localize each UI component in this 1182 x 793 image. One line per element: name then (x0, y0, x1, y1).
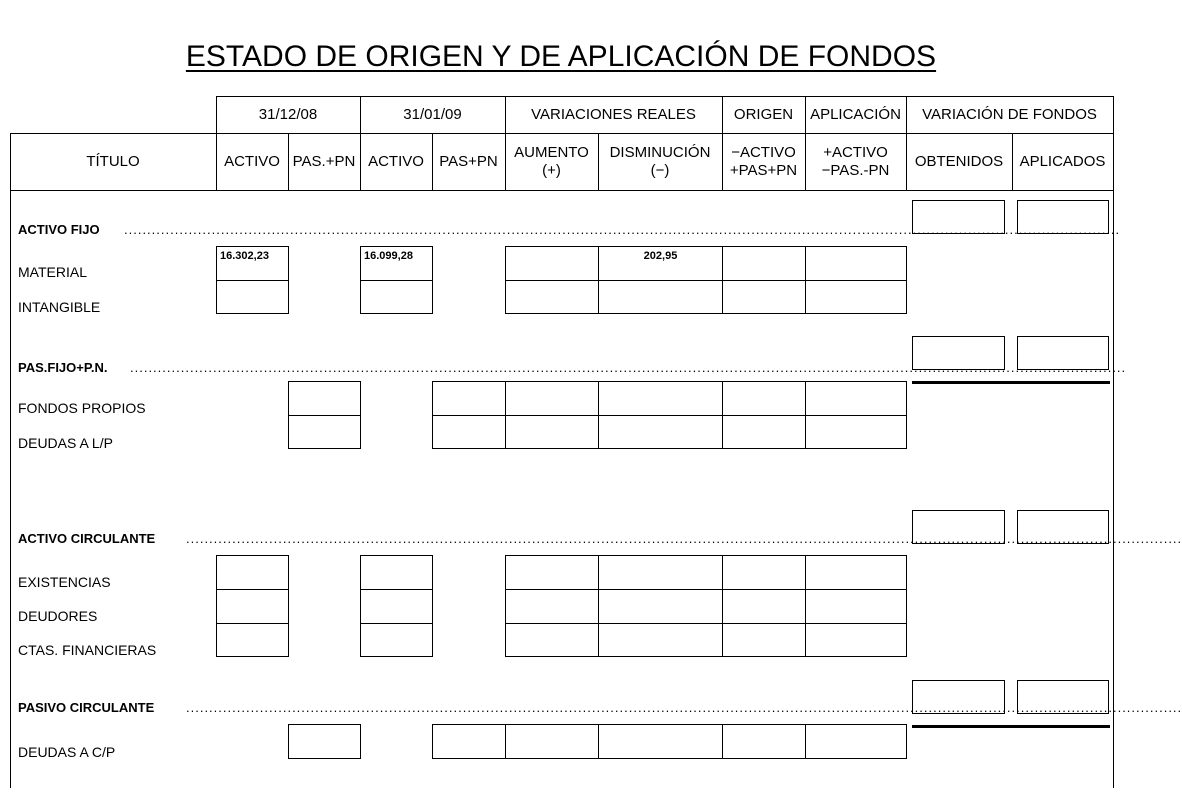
cell-material-aumento[interactable] (505, 246, 599, 281)
row-label-deudas-cp: DEUDAS A C/P (18, 744, 116, 760)
header-date-2: 31/01/09 (403, 105, 462, 123)
obtenidos-box-pasivo-circulante[interactable] (912, 680, 1005, 714)
header-obtenidos: OBTENIDOS (914, 152, 1004, 170)
cell-deudores-origen[interactable] (722, 589, 806, 624)
header-aumento-sign: (+) (542, 161, 561, 179)
cell-existencias-activo-0901[interactable] (360, 555, 433, 590)
header-variaciones: VARIACIONES REALES (531, 105, 696, 123)
cell-deudas-lp-disminucion[interactable] (598, 415, 723, 449)
section-leader-dots: ........................................................................................................................................................................................................................ (186, 531, 1182, 546)
cell-fondos-propios-pasivo-0812[interactable] (288, 381, 361, 416)
cell-material-origen[interactable] (722, 246, 806, 281)
cell-existencias-activo-0812[interactable] (216, 555, 289, 590)
cell-material-disminucion[interactable]: 202,95 (598, 246, 723, 281)
cell-material-activo-0901[interactable]: 16.099,28 (360, 246, 433, 281)
row-label-fondos-propios: FONDOS PROPIOS (18, 400, 146, 416)
cell-deudas-cp-pasivo-0812[interactable] (288, 724, 361, 759)
cell-deudas-cp-aumento[interactable] (505, 724, 599, 759)
cell-ctas-activo-0901[interactable] (360, 623, 433, 657)
cell-ctas-origen[interactable] (722, 623, 806, 657)
cell-deudores-aplicacion[interactable] (805, 589, 907, 624)
cell-deudas-lp-aumento[interactable] (505, 415, 599, 449)
header-aumento (505, 133, 598, 190)
aplicados-box-activo-circulante[interactable] (1017, 510, 1109, 544)
cell-deudas-lp-origen[interactable] (722, 415, 806, 449)
header-aplicacion-line-1: +ACTIVO (823, 144, 888, 162)
header-variacion-fondos: VARIACIÓN DE FONDOS (922, 105, 1097, 123)
row-label-ctas-financieras: CTAS. FINANCIERAS (18, 642, 157, 658)
header-activo-1: ACTIVO (224, 152, 280, 170)
header-aplicacion: APLICACIÓN (810, 105, 901, 123)
row-label-existencias: EXISTENCIAS (18, 574, 111, 590)
row-label-deudas-lp: DEUDAS A L/P (18, 435, 113, 451)
header-disminucion-sign: (−) (650, 161, 670, 179)
cell-existencias-aplicacion[interactable] (805, 555, 907, 590)
cell-deudores-disminucion[interactable] (598, 589, 723, 624)
row-label-deudores: DEUDORES (18, 608, 98, 624)
header-activo-2: ACTIVO (368, 152, 424, 170)
cell-deudas-lp-aplicacion[interactable] (805, 415, 907, 449)
header-paspn-2: PAS+PN (439, 152, 498, 170)
header-aplicacion-line-2: −PAS.-PN (821, 161, 890, 179)
page-title: ESTADO DE ORIGEN Y DE APLICACIÓN DE FONDOS (185, 40, 937, 73)
header-origen: ORIGEN (733, 105, 794, 123)
obtenidos-box-activo-circulante[interactable] (912, 510, 1005, 544)
cell-ctas-activo-0812[interactable] (216, 623, 289, 657)
section-activo-fijo: ACTIVO FIJO (18, 222, 100, 237)
cell-intangible-disminucion[interactable] (598, 280, 723, 314)
cell-existencias-aumento[interactable] (505, 555, 599, 590)
subtotal-line (912, 725, 1110, 728)
aplicados-box-activo-fijo[interactable] (1017, 200, 1109, 234)
cell-ctas-aumento[interactable] (505, 623, 599, 657)
cell-ctas-disminucion[interactable] (598, 623, 723, 657)
obtenidos-box-activo-fijo[interactable] (912, 200, 1005, 234)
cell-deudas-cp-aplicacion[interactable] (805, 724, 907, 759)
cell-deudas-cp-origen[interactable] (722, 724, 806, 759)
header-origen-line-2: +PAS+PN (729, 161, 798, 179)
aplicados-box-pasivo-circulante[interactable] (1017, 680, 1109, 714)
cell-intangible-activo-0901[interactable] (360, 280, 433, 314)
header-bottom-border (10, 190, 1114, 191)
section-activo-circulante: ACTIVO CIRCULANTE (18, 531, 156, 546)
cell-fondos-propios-aplicacion[interactable] (805, 381, 907, 416)
table-left-border (10, 133, 11, 788)
cell-intangible-aumento[interactable] (505, 280, 599, 314)
cell-deudores-aumento[interactable] (505, 589, 599, 624)
header-origen-formula (722, 133, 805, 190)
section-leader-dots: ........................................................................................................................................................................................................................ (186, 700, 1182, 715)
cell-deudas-cp-disminucion[interactable] (598, 724, 723, 759)
header-disminucion-label: DISMINUCIÓN (609, 144, 711, 162)
aplicados-box-pas-fijo[interactable] (1017, 336, 1109, 370)
header-disminucion (598, 133, 722, 190)
cell-material-activo-0812[interactable]: 16.302,23 (216, 246, 289, 281)
cell-existencias-origen[interactable] (722, 555, 806, 590)
cell-intangible-aplicacion[interactable] (805, 280, 907, 314)
cell-fondos-propios-origen[interactable] (722, 381, 806, 416)
cell-deudas-lp-pasivo-0901[interactable] (432, 415, 506, 449)
cell-ctas-aplicacion[interactable] (805, 623, 907, 657)
cell-material-aplicacion[interactable] (805, 246, 907, 281)
cell-intangible-activo-0812[interactable] (216, 280, 289, 314)
cell-intangible-origen[interactable] (722, 280, 806, 314)
section-pas-fijo: PAS.FIJO+P.N. (18, 360, 108, 375)
row-label-intangible: INTANGIBLE (18, 299, 101, 315)
table-right-border (1113, 96, 1114, 788)
section-leader-dots: ........................................................................................................................................................................................................................ (130, 360, 1127, 375)
obtenidos-box-pas-fijo[interactable] (912, 336, 1005, 370)
cell-deudas-cp-pasivo-0901[interactable] (432, 724, 506, 759)
header-paspn-1: PAS.+PN (292, 152, 356, 170)
section-pasivo-circulante: PASIVO CIRCULANTE (18, 700, 155, 715)
row-label-material: MATERIAL (18, 264, 87, 280)
header-titulo: TÍTULO (86, 152, 140, 170)
subtotal-line (912, 381, 1110, 384)
section-leader-dots: ........................................................................................................................................................................................................................ (124, 222, 1121, 237)
cell-deudores-activo-0901[interactable] (360, 589, 433, 624)
header-aplicacion-formula (805, 133, 906, 190)
cell-fondos-propios-pasivo-0901[interactable] (432, 381, 506, 416)
header-aumento-label: AUMENTO (514, 144, 589, 162)
header-date-1: 31/12/08 (258, 105, 318, 123)
cell-fondos-propios-disminucion[interactable] (598, 381, 723, 416)
header-origen-line-1: −ACTIVO (731, 144, 796, 162)
cell-existencias-disminucion[interactable] (598, 555, 723, 590)
cell-deudores-activo-0812[interactable] (216, 589, 289, 624)
cell-fondos-propios-aumento[interactable] (505, 381, 599, 416)
header-aplicados: APLICADOS (1019, 152, 1106, 170)
cell-deudas-lp-pasivo-0812[interactable] (288, 415, 361, 449)
